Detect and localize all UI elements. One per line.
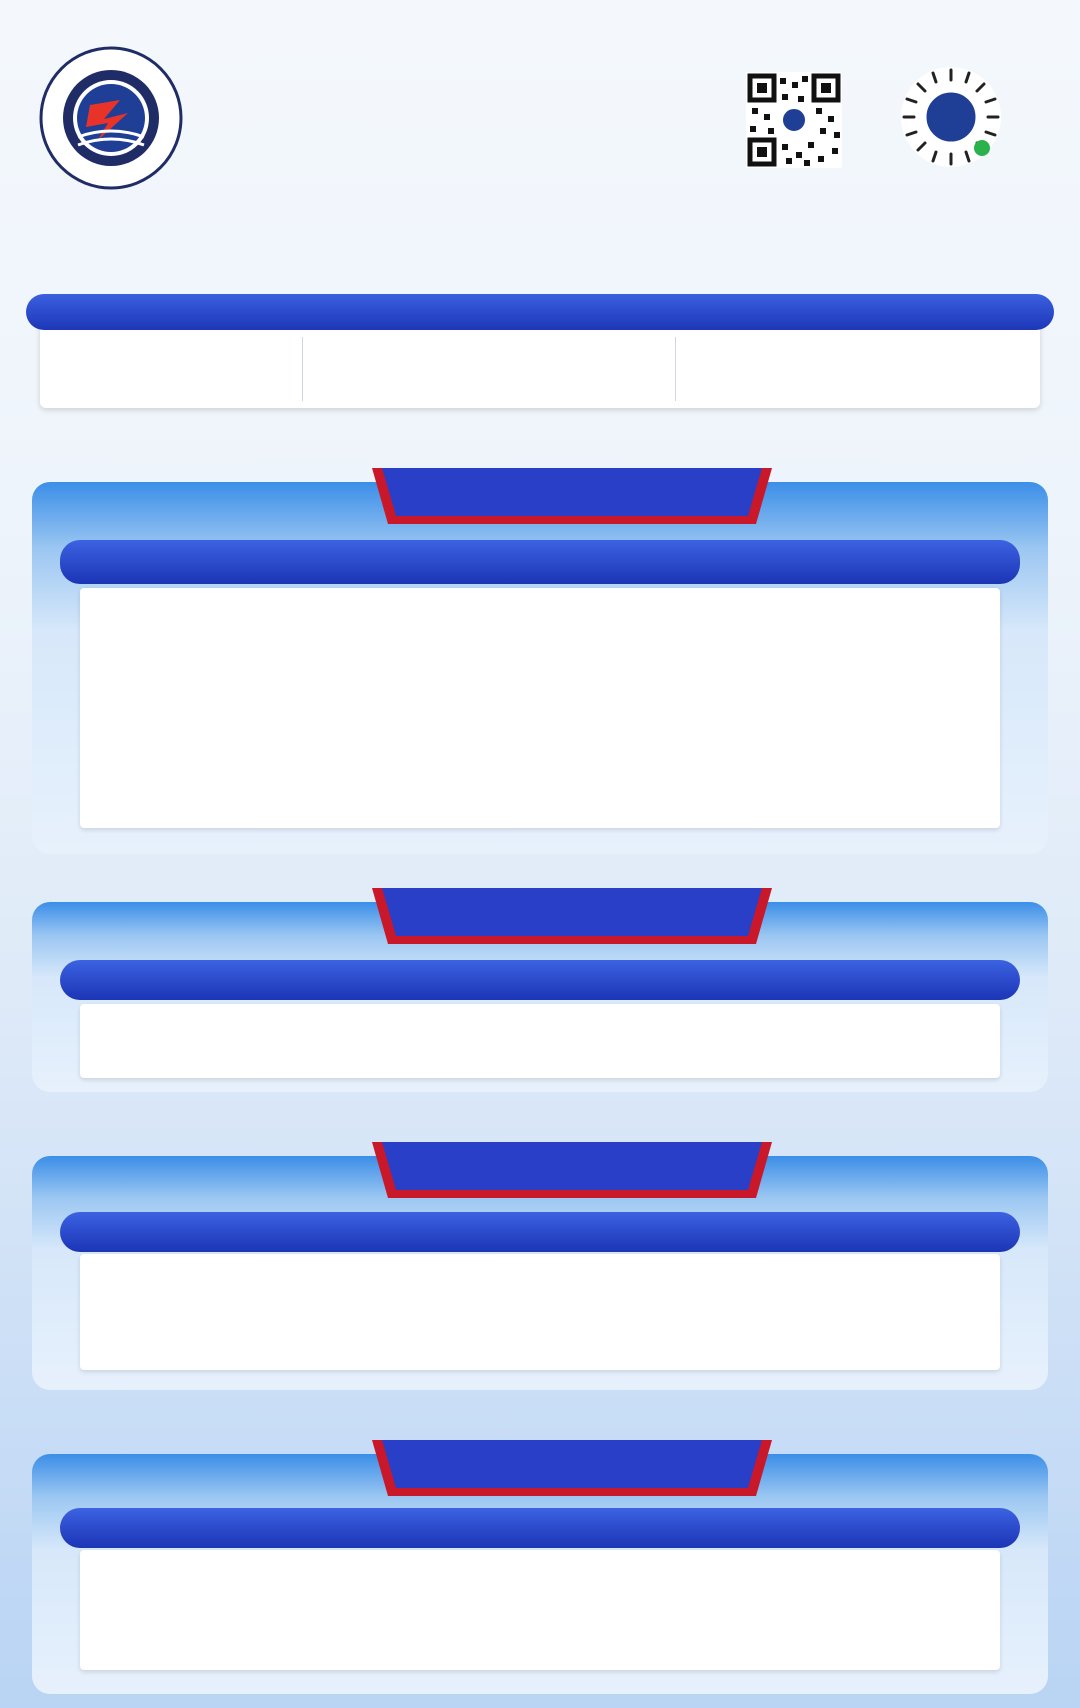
section-card <box>80 1254 1000 1370</box>
official-account-qr-icon[interactable] <box>746 72 842 168</box>
section-header <box>60 1212 1020 1252</box>
control-line-body <box>40 334 1040 404</box>
section-general <box>32 482 1048 854</box>
university-seal-logo <box>38 45 184 191</box>
tab-ribbon <box>372 888 772 944</box>
section-card <box>80 1004 1000 1078</box>
tab-ribbon <box>372 1142 772 1198</box>
header <box>0 0 1080 190</box>
tab-sports <box>372 1142 772 1198</box>
tab-ribbon <box>372 1440 772 1496</box>
province-badge <box>520 80 710 82</box>
tab-ribbon <box>372 468 772 524</box>
section-card <box>80 1550 1000 1670</box>
mini-program-label <box>1010 76 1050 166</box>
control-line-table <box>40 300 1040 408</box>
tab-general <box>372 468 772 524</box>
mini-program-code-icon[interactable] <box>898 64 1004 170</box>
section-header <box>60 960 1020 1000</box>
section-sports <box>32 1156 1048 1390</box>
section-arts <box>32 1454 1048 1694</box>
tab-arts <box>372 1440 772 1496</box>
section-card <box>80 588 1000 828</box>
tab-cooperative <box>372 888 772 944</box>
section-cooperative <box>32 902 1048 1092</box>
control-line-header <box>26 294 1054 330</box>
section-header <box>60 1508 1020 1548</box>
section-header <box>60 540 1020 584</box>
